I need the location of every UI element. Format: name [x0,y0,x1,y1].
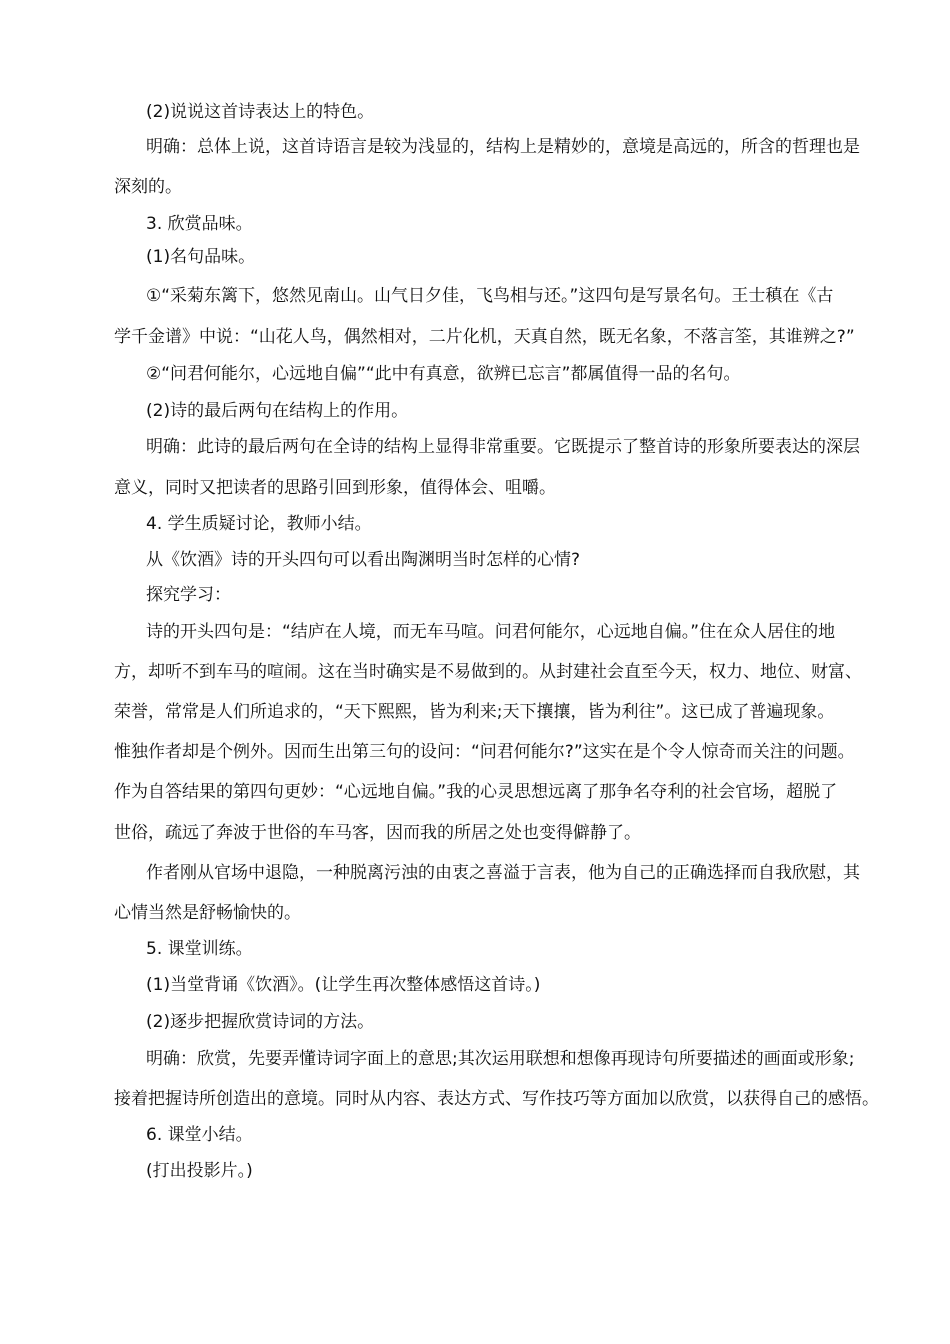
text-line: (1)当堂背诵《饮酒》。(让学生再次整体感悟这首诗。) [146,975,541,995]
text-line: 3. 欣赏品味。 [146,214,253,234]
text-line: (2)说说这首诗表达上的特色。 [146,102,375,122]
text-line: 6. 课堂小结。 [146,1125,253,1145]
text-line: (1)名句品味。 [146,247,256,267]
text-line: 从《饮酒》诗的开头四句可以看出陶渊明当时怎样的心情? [146,550,581,570]
text-line: 惟独作者却是个例外。因而生出第三句的设问：“问君何能尔?”这实在是个令人惊奇而关注的问题。 [114,742,855,762]
text-line: 荣誉，常常是人们所追求的，“天下熙熙，皆为利来;天下攘攘，皆为利往”。这已成了普遍现象。 [114,702,835,722]
text-line: 作为自答结果的第四句更妙：“心远地自偏。”我的心灵思想远离了那争名夺利的社会官场，超脱了 [114,782,838,802]
text-line: ①“采菊东篱下，悠然见南山。山气日夕佳，飞鸟相与还。”这四句是写景名句。王士稹在《古 [146,286,834,306]
text-line: 探究学习： [146,585,231,605]
text-line: 明确：总体上说，这首诗语言是较为浅显的，结构上是精妙的，意境是高远的，所含的哲理也是 [146,137,860,157]
text-line: 方，却听不到车马的喧闹。这在当时确实是不易做到的。从封建社会直至今天，权力、地位、财富、 [114,662,862,682]
text-line: 诗的开头四句是：“结庐在人境，而无车马喧。问君何能尔，心远地自偏。”住在众人居住的地 [146,622,836,642]
text-line: 意义，同时又把读者的思路引回到形象，值得体会、咀嚼。 [114,478,556,498]
text-line: 4. 学生质疑讨论，教师小结。 [146,514,372,534]
text-line: (打出投影片。) [146,1161,253,1181]
text-line: (2)诗的最后两句在结构上的作用。 [146,401,409,421]
text-line: 心情当然是舒畅愉快的。 [114,903,301,923]
text-line: 明确：欣赏，先要弄懂诗词字面上的意思;其次运用联想和想像再现诗句所要描述的画面或形象; [146,1049,855,1069]
text-line: (2)逐步把握欣赏诗词的方法。 [146,1012,375,1032]
text-line: 学千金谱》中说：“山花人鸟，偶然相对，二片化机，天真自然，既无名象，不落言筌，其谁辨之?” [114,327,855,347]
text-line: ②“问君何能尔，心远地自偏”“此中有真意，欲辨已忘言”都属值得一品的名句。 [146,364,741,384]
text-line: 作者刚从官场中退隐，一种脱离污浊的由衷之喜溢于言表，他为自己的正确选择而自我欣慰，其 [146,863,860,883]
text-line: 世俗，疏远了奔波于世俗的车马客，因而我的所居之处也变得僻静了。 [114,823,641,843]
text-line: 5. 课堂训练。 [146,939,253,959]
text-line: 接着把握诗所创造出的意境。同时从内容、表达方式、写作技巧等方面加以欣赏，以获得自己的感悟。 [114,1089,879,1109]
text-line: 深刻的。 [114,177,182,197]
text-line: 明确：此诗的最后两句在全诗的结构上显得非常重要。它既提示了整首诗的形象所要表达的深层 [146,437,860,457]
